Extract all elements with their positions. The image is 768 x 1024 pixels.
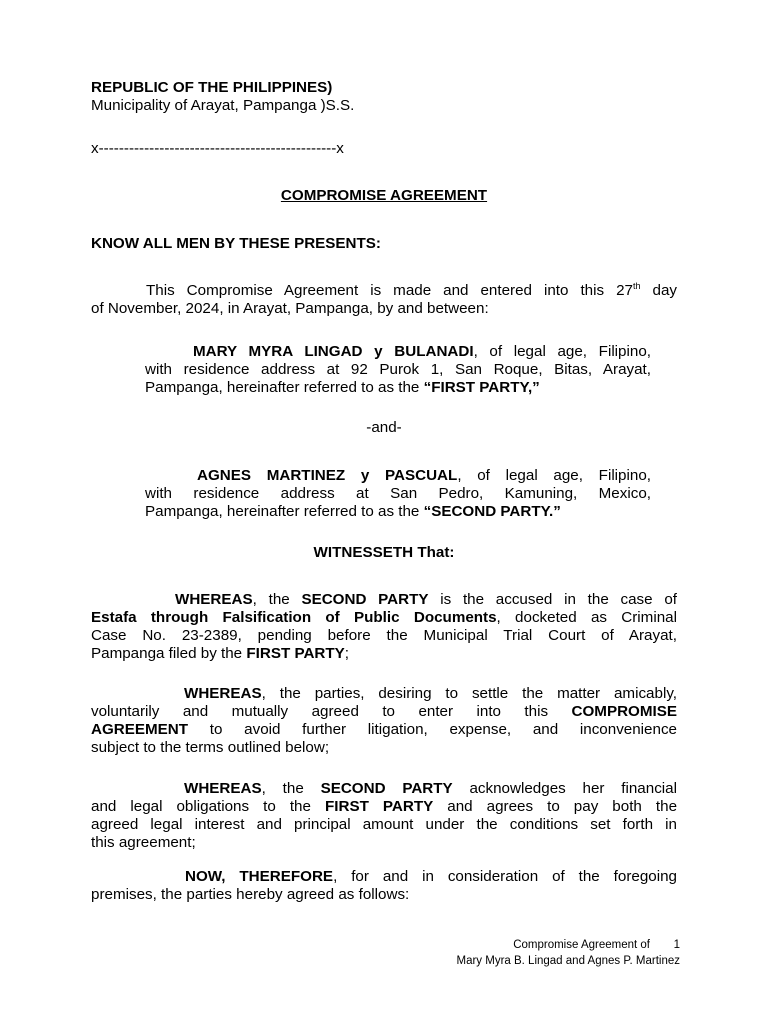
first-party-line-1: MARY MYRA LINGAD y BULANADI, of legal age, Filipino,	[193, 343, 651, 360]
whereas2-line-1: WHEREAS, the parties, desiring to settle the matter amicably,	[184, 685, 677, 702]
first-party-line-3: Pampanga, hereinafter referred to as the “FIRST PARTY,”	[145, 379, 540, 396]
first-party-block	[145, 343, 651, 397]
venue-line-municipality: Municipality of Arayat, Pampanga )S.S.	[91, 97, 355, 114]
opening-line-1: This Compromise Agreement is made and entered into this 27th day	[146, 280, 677, 299]
whereas2-line-4: subject to the terms outlined below;	[91, 739, 330, 756]
first-party-line-2: with residence address at 92 Purok 1, San Roque, Bitas, Arayat,	[145, 361, 651, 378]
second-party-line-2: with residence address at San Pedro, Kamuning, Mexico,	[145, 485, 651, 502]
whereas1-line-2: Estafa through Falsification of Public Documents, docketed as Criminal	[91, 609, 677, 626]
venue-line-republic: REPUBLIC OF THE PHILIPPINES)	[91, 79, 333, 96]
whereas1-line-4: Pampanga filed by the FIRST PARTY;	[91, 645, 350, 662]
witnesseth-heading: WITNESSETH That:	[313, 544, 455, 561]
page-footer	[380, 937, 680, 969]
now-therefore-line-1: NOW, THEREFORE, for and in consideration of the foregoing	[185, 868, 677, 885]
and-separator: -and-	[366, 419, 402, 436]
opening-paragraph	[91, 282, 677, 318]
now-therefore-line-2: premises, the parties hereby agreed as follows:	[91, 886, 410, 903]
separator-line: x-----------------------------------------------x	[91, 140, 344, 157]
whereas1-line-1: WHEREAS, the SECOND PARTY is the accused in the case of	[175, 591, 677, 608]
venue-header	[91, 79, 677, 115]
footer-line-2: Mary Myra B. Lingad and Agnes P. Martinez	[456, 955, 680, 967]
whereas3-line-4: this agreement;	[91, 834, 196, 851]
document-title: COMPROMISE AGREEMENT	[280, 187, 488, 204]
whereas-paragraph-3	[91, 780, 677, 852]
whereas3-line-1: WHEREAS, the SECOND PARTY acknowledges her financial	[184, 780, 677, 797]
intro-heading: KNOW ALL MEN BY THESE PRESENTS:	[91, 235, 381, 252]
now-therefore-paragraph	[91, 868, 677, 904]
whereas1-line-3: Case No. 23-2389, pending before the Municipal Trial Court of Arayat,	[91, 627, 677, 644]
second-party-line-1: AGNES MARTINEZ y PASCUAL, of legal age, Filipino,	[197, 467, 651, 484]
whereas3-line-3: agreed legal interest and principal amount under the conditions set forth in	[91, 816, 677, 833]
second-party-block	[145, 467, 651, 521]
page-number: 1	[673, 939, 680, 951]
whereas2-line-3: AGREEMENT to avoid further litigation, expense, and inconvenience	[91, 721, 677, 738]
whereas-paragraph-2	[91, 685, 677, 757]
opening-line-2: of November, 2024, in Arayat, Pampanga, by and between:	[91, 300, 489, 317]
footer-line-1: Compromise Agreement of 1	[513, 939, 680, 951]
whereas-paragraph-1	[91, 591, 677, 663]
second-party-line-3: Pampanga, hereinafter referred to as the “SECOND PARTY.”	[145, 503, 561, 520]
whereas2-line-2: voluntarily and mutually agreed to enter into this COMPROMISE	[91, 703, 677, 720]
whereas3-line-2: and legal obligations to the FIRST PARTY and agrees to pay both the	[91, 798, 678, 815]
